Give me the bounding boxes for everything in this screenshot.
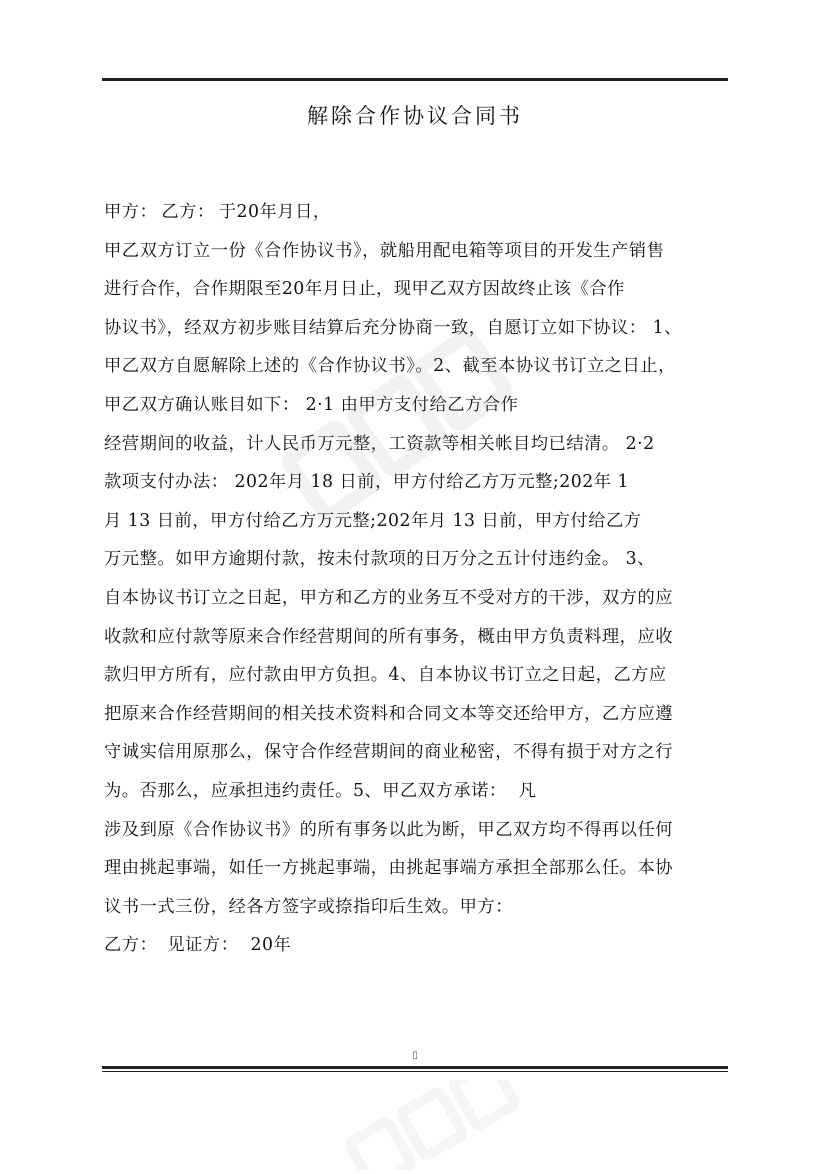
contract-line: 甲方： 乙方： 于20年月日， <box>104 202 331 222</box>
watermark-logo <box>330 1080 530 1170</box>
page-number: ▯ <box>412 1050 418 1061</box>
contract-line: 收款和应付款等原来合作经营期间的所有事务，概由甲方负责料理，应收 <box>104 626 674 647</box>
contract-body <box>104 196 728 968</box>
contract-line: 经营期间的收益，计人民币万元整，工资款等相关帐目均已结清。 2·2 <box>104 433 655 454</box>
footer-rule <box>102 1066 728 1072</box>
contract-line: 款归甲方所有，应付款由甲方负担。4、自本协议书订立之日起，乙方应 <box>104 665 667 686</box>
contract-line: 为。否那么，应承担违约责任。5、甲乙双方承诺： 凡 <box>104 780 537 801</box>
contract-line: 月 13 日前，甲方付给乙方万元整;202年月 13 日前，甲方付给乙方 <box>104 510 642 531</box>
contract-line: 款项支付办法： 202年月 18 日前，甲方付给乙方万元整;202年 1 <box>104 472 629 493</box>
contract-line: 万元整。如甲方逾期付款，按未付款项的日万分之五计付违约金。 3、 <box>104 549 655 570</box>
contract-line: 乙方： 见证方： 20年 <box>104 935 292 956</box>
header-rule <box>102 78 728 81</box>
contract-line: 甲乙双方订立一份《合作协议书》，就船用配电箱等项目的开发生产销售 <box>104 240 665 261</box>
contract-line: 进行合作，合作期限至20年月日止，现甲乙双方因故终止该《合作 <box>104 279 625 300</box>
contract-line: 守诚实信用原那么，保守合作经营期间的商业秘密，不得有损于对方之行 <box>104 742 674 763</box>
contract-line: 自本协议书订立之日起，甲方和乙方的业务互不受对方的干涉，双方的应 <box>104 587 674 608</box>
contract-line: 协议书》，经双方初步账目结算后充分协商一致，自愿订立如下协议： 1、 <box>104 317 682 338</box>
contract-line: 议书一式三份，经各方签字或捺指印后生效。甲方： <box>104 896 513 917</box>
contract-line: 甲乙双方自愿解除上述的《合作协议书》。2、截至本协议书订立之日止， <box>104 356 676 377</box>
contract-line: 涉及到原《合作协议书》的所有事务以此为断，甲乙双方均不得再以任何 <box>104 819 674 840</box>
contract-line: 把原来合作经营期间的相关技术资料和合同文本等交还给甲方，乙方应遵 <box>104 703 674 724</box>
contract-line: 理由挑起事端，如任一方挑起事端，由挑起事端方承担全部那么任。本协 <box>104 858 674 879</box>
document-title: 解除合作协议合同书 <box>307 104 523 128</box>
contract-line: 甲乙双方确认账目如下： 2·1 由甲方支付给乙方合作 <box>104 394 519 415</box>
